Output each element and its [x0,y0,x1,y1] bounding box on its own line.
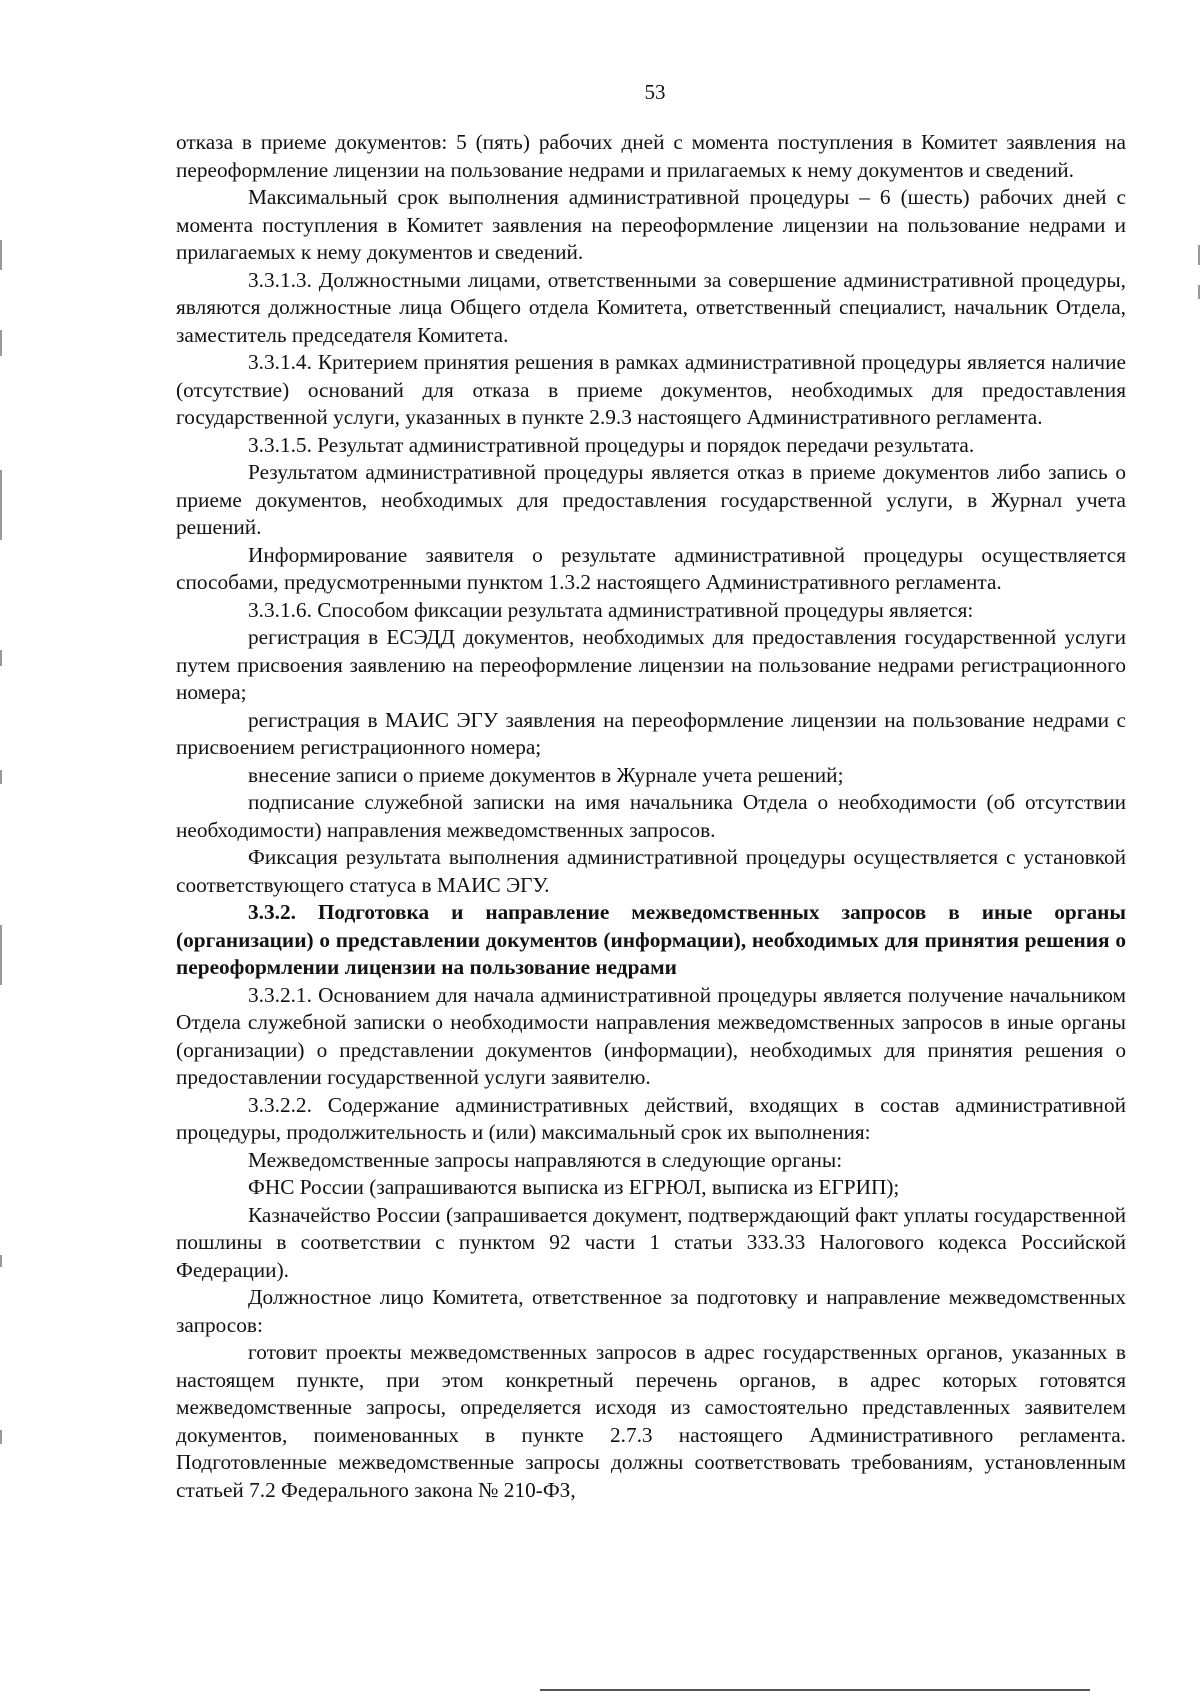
paragraph: 3.3.1.5. Результат административной процедуры и порядок передачи результата. [248,432,975,457]
paragraph: Информирование заявителя о результате административной процедуры осуществляется способами, предусмотренными пунктом 1.3.2 настоящего Административного регламента. [176,542,1126,594]
paragraph: Фиксация результата выполнения административной процедуры осуществляется с установкой соответствующего статуса в МАИС ЭГУ. [176,845,1126,897]
scan-edge-mark [0,1255,2,1267]
paragraph: 3.3.1.4. Критерием принятия решения в рамках административной процедуры является наличие (отсутствие) оснований для отказа в приеме документов, необходимых для предоставления государственной услуги, указанных в пункте 2.9.3 настоящего Административного регламента. [176,350,1126,429]
scan-edge-mark [0,470,2,540]
paragraph: Результатом административной процедуры является отказ в приеме документов либо запись о приеме документов, необходимых для предоставления государственной услуги, в Журнал учета решений. [176,460,1126,539]
paragraph: Казначейство России (запрашивается документ, подтверждающий факт уплаты государственной пошлины в соответствии с пунктом 92 части 1 статьи 333.33 Налогового кодекса Российской Федерации). [176,1202,1126,1282]
paragraph: 3.3.1.6. Способом фиксации результата административной процедуры является: [248,597,974,622]
paragraph: отказа в приеме документов: 5 (пять) рабочих дней с момента поступления в Комитет заявления на переоформление лицензии на пользование недрами и прилагаемых к нему документов и сведений. [176,130,1126,182]
paragraph: 3.3.2.1. Основанием для начала административной процедуры является получение начальником Отдела служебной записки о необходимости направления межведомственных запросов в иные органы (организации) о представлении документов (информации), необходимых для принятия решения о предоставлении государственной услуги заявителю. [176,982,1126,1089]
paragraph: 3.3.2.2. Содержание административных действий, входящих в состав административной процедуры, продолжительность и (или) максимальный срок их выполнения: [176,1092,1126,1144]
scan-edge-mark [0,770,2,784]
paragraph: подписание служебной записки на имя начальника Отдела о необходимости (об отсутствии необходимости) направления межведомственных запросов. [176,790,1126,842]
document-body [176,129,1126,1504]
section-heading: 3.3.2. Подготовка и направление межведомственных запросов в иные органы (организации) о представлении документов (информации), необходимых для принятия решения о переоформлении лицензии на пользование недрами [176,900,1126,979]
paragraph: Максимальный срок выполнения административной процедуры – 6 (шесть) рабочих дней с момента поступления в Комитет заявления на переоформление лицензии на пользование недрами и прилагаемых к нему документов и сведений. [176,185,1126,264]
paragraph: регистрация в МАИС ЭГУ заявления на переоформление лицензии на пользование недрами с присвоением регистрационного номера; [176,707,1126,759]
scan-edge-mark [0,330,2,356]
paragraph: внесение записи о приеме документов в Журнале учета решений; [248,762,844,787]
paragraph: регистрация в ЕСЭДД документов, необходимых для предоставления государственной услуги путем присвоения заявлению на переоформление лицензии на пользование недрами регистрационного номера; [176,625,1126,704]
paragraph: Межведомственные запросы направляются в следующие органы: [248,1147,843,1172]
scan-edge-mark [0,1430,2,1444]
page-number: 53 [644,80,666,104]
scan-edge-mark [0,240,2,270]
scan-edge-mark [0,925,2,985]
bottom-scan-line [540,1689,1090,1691]
paragraph: 3.3.1.3. Должностными лицами, ответственными за совершение административной процедуры, являются должностные лица Общего отдела Комитета, ответственный специалист, начальник Отдела, заместитель председателя Комитета. [176,267,1126,347]
paragraph: готовит проекты межведомственных запросов в адрес государственных органов, указанных в настоящем пункте, при этом конкретный перечень органов, в адрес которых готовятся межведомственные запросы, определяется исходя из самостоятельно представленных заявителем документов, поименованных в пункте 2.7.3 настоящего Административного регламента. Подготовленные межведомственные запросы должны соответствовать требованиям, установленным статьей 7.2 Федерального закона № 210-ФЗ, [176,1340,1126,1502]
scan-edge-mark [0,650,2,666]
paragraph: ФНС России (запрашиваются выписка из ЕГРЮЛ, выписка из ЕГРИП); [248,1175,900,1199]
paragraph: Должностное лицо Комитета, ответственное за подготовку и направление межведомственных запросов: [176,1285,1126,1337]
